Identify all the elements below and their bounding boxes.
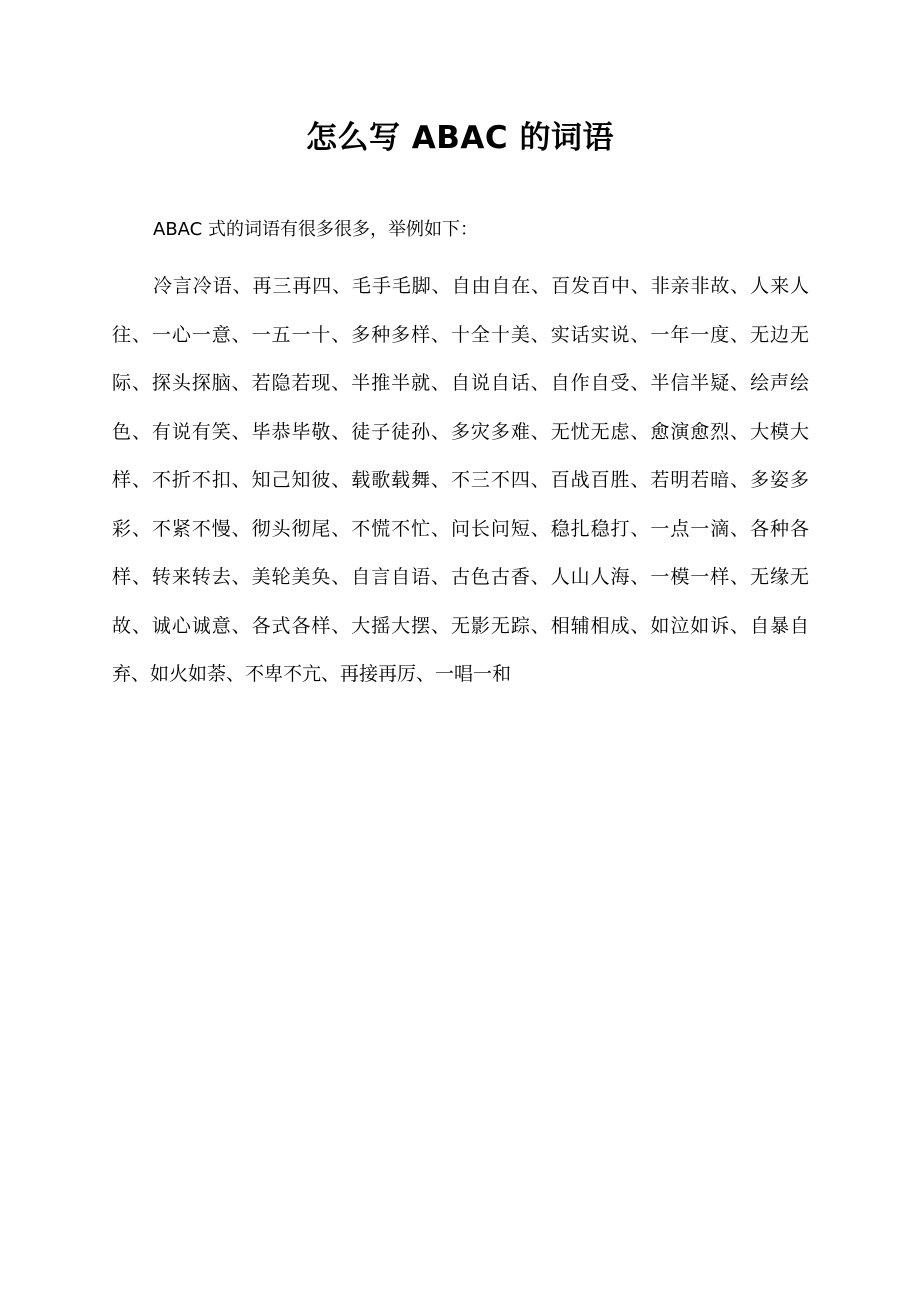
word-list-paragraph: 冷言冷语、再三再四、毛手毛脚、自由自在、百发百中、非亲非故、人来人往、一心一意、一五一十、多种多样、十全十美、实话实说、一年一度、无边无际、探头探脑、若隐若现、半推半就、自说自话、自作自受、半信半疑、绘声绘色、有说有笑、毕恭毕敬、徒子徒孙、多灾多难、无忧无虑、愈演愈烈、大模大样、不折不扣、知己知彼、载歌载舞、不三不四、百战百胜、若明若暗、多姿多彩、不紧不慢、彻头彻尾、不慌不忙、问长问短、稳扎稳打、一点一滴、各种各样、转来转去、美轮美奂、自言自语、古色古香、人山人海、一模一样、无缘无故、诚心诚意、各式各样、大摇大摆、无影无踪、相辅相成、如泣如诉、自暴自弃、如火如荼、不卑不亢、再接再厉、一唱一和	[112, 275, 809, 685]
document-title: 怎么写 ABAC 的词语	[306, 120, 614, 156]
intro-paragraph: ABAC 式的词语有很多很多，举例如下：	[153, 219, 478, 240]
